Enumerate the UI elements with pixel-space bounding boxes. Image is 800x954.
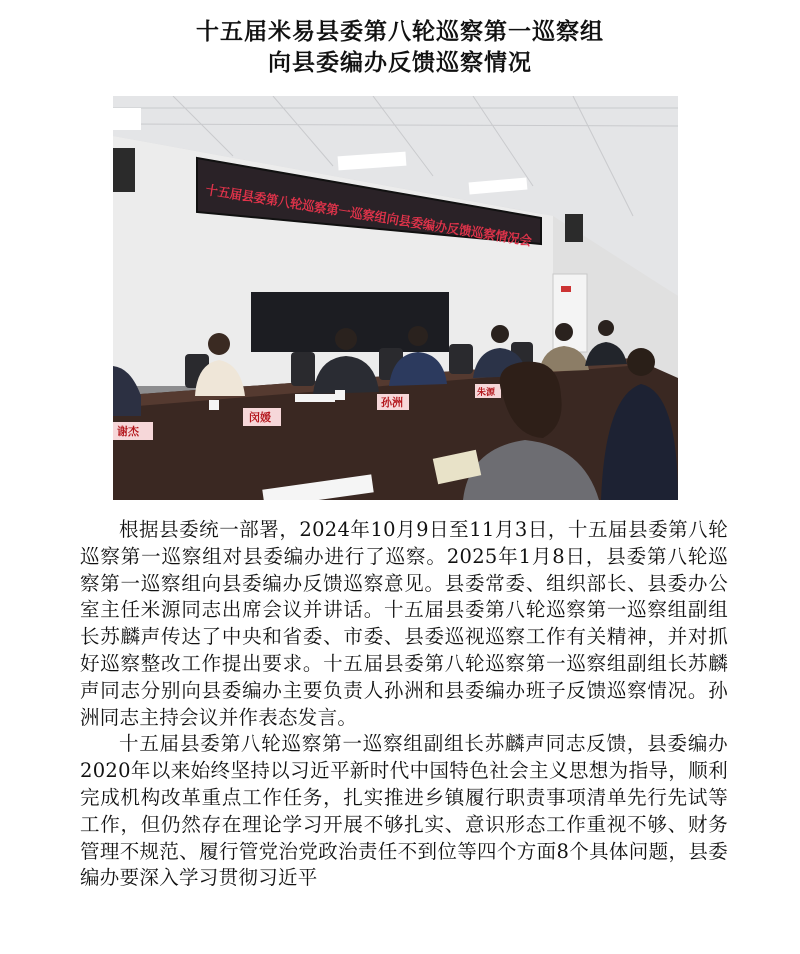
article-body <box>80 517 728 892</box>
nameplate-4: 朱源 <box>477 388 496 398</box>
meeting-photo <box>113 96 678 500</box>
nameplate-2: 闵媛 <box>249 411 271 424</box>
nameplate-1: 谢杰 <box>117 425 139 438</box>
nameplate-3: 孙洲 <box>381 396 403 409</box>
banner-text: 十五届县委第八轮巡察第一巡察组向县委编办反馈巡察情况会 <box>204 183 554 253</box>
paragraph-2: 十五届县委第八轮巡察第一巡察组副组长苏麟声同志反馈，县委编办2020年以来始终坚持以习近平新时代中国特色社会主义思想为指导，顺利完成机构改革重点工作任务，扎实推进乡镇履行职责事项清单先行先试等工作，但仍然存在理论学习开展不够扎实、意识形态工作重视不够、财务管理不规范、履行管党治党政治责任不到位等四个方面8个具体问题，县委编办要深入学习贯彻习近平 <box>80 732 728 890</box>
title-line-1: 十五届米易县委第八轮巡察第一巡察组 <box>196 18 604 45</box>
paragraph-1: 根据县委统一部署，2024年10月9日至11月3日，十五届县委第八轮巡察第一巡察组对县委编办进行了巡察。2025年1月8日，县委第八轮巡察第一巡察组向县委编办反馈巡察意见。县委常委、组织部长、县委办公室主任米源同志出席会议并讲话。十五届县委第八轮巡察第一巡察组副组长苏麟声传达了中央和省委、市委、县委巡视巡察工作有关精神，并对抓好巡察整改工作提出要求。十五届县委第八轮巡察第一巡察组副组长苏麟声同志分别向县委编办主要负责人孙洲和县委编办班子反馈巡察情况。孙洲同志主持会议并作表态发言。 <box>80 518 728 729</box>
article-title <box>0 16 800 78</box>
title-line-2: 向县委编办反馈巡察情况 <box>268 49 532 76</box>
